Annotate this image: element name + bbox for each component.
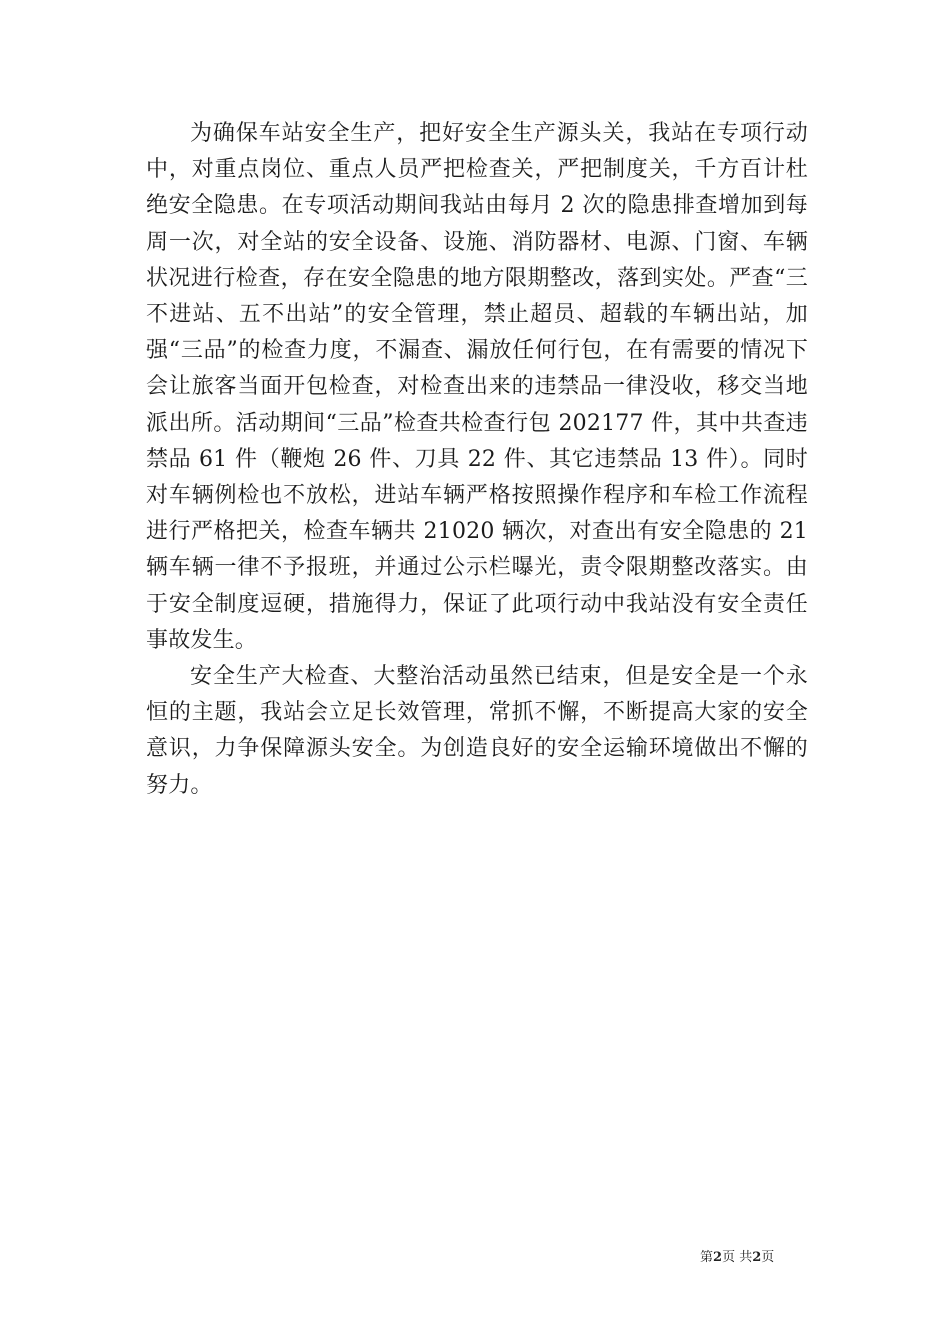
paragraph-1: 为确保车站安全生产，把好安全生产源头关，我站在专项行动中，对重点岗位、重点人员严把检查关，严把制度关，千方百计杜绝安全隐患。在专项活动期间我站由每月 2 次的隐患排查增加到每周一次，对全站的安全设备、设施、消防器材、电源、门窗、车辆状况进行检查，存在安全隐患的地方限期整改，落到实处。严查“三不进站、五不出站”的安全管理，禁止超员、超载的车辆出站，加强“三品”的检查力度，不漏查、漏放任何行包，在有需要的情况下会让旅客当面开包检查，对检查出来的违禁品一律没收，移交当地派出所。活动期间“三品”检查共检查行包 202177 件，其中共查违禁品 61 件（鞭炮 26 件、刀具 22 件、其它违禁品 13 件）。同时对车辆例检也不放松，进站车辆严格按照操作程序和车检工作流程进行严格把关，检查车辆共 21020 辆次，对查出有安全隐患的 21 辆车辆一律不予报班，并通过公示栏曝光，责令限期整改落实。由于安全制度逗硬，措施得力，保证了此项行动中我站没有安全责任事故发生。 (146, 121, 808, 653)
document-body (146, 116, 808, 804)
footer-current-page: 2 (713, 1250, 723, 1265)
paragraph-2: 安全生产大检查、大整治活动虽然已结束，但是安全是一个永恒的主题，我站会立足长效管理，常抓不懈，不断提高大家的安全意识，力争保障源头安全。为创造良好的安全运输环境做出不懈的努力。 (146, 664, 808, 798)
page-number-footer (700, 1246, 820, 1265)
footer-suffix: 页 (761, 1250, 775, 1265)
footer-middle: 页 共 (722, 1250, 753, 1265)
footer-prefix: 第 (700, 1250, 714, 1265)
footer-total-pages: 2 (752, 1250, 762, 1265)
